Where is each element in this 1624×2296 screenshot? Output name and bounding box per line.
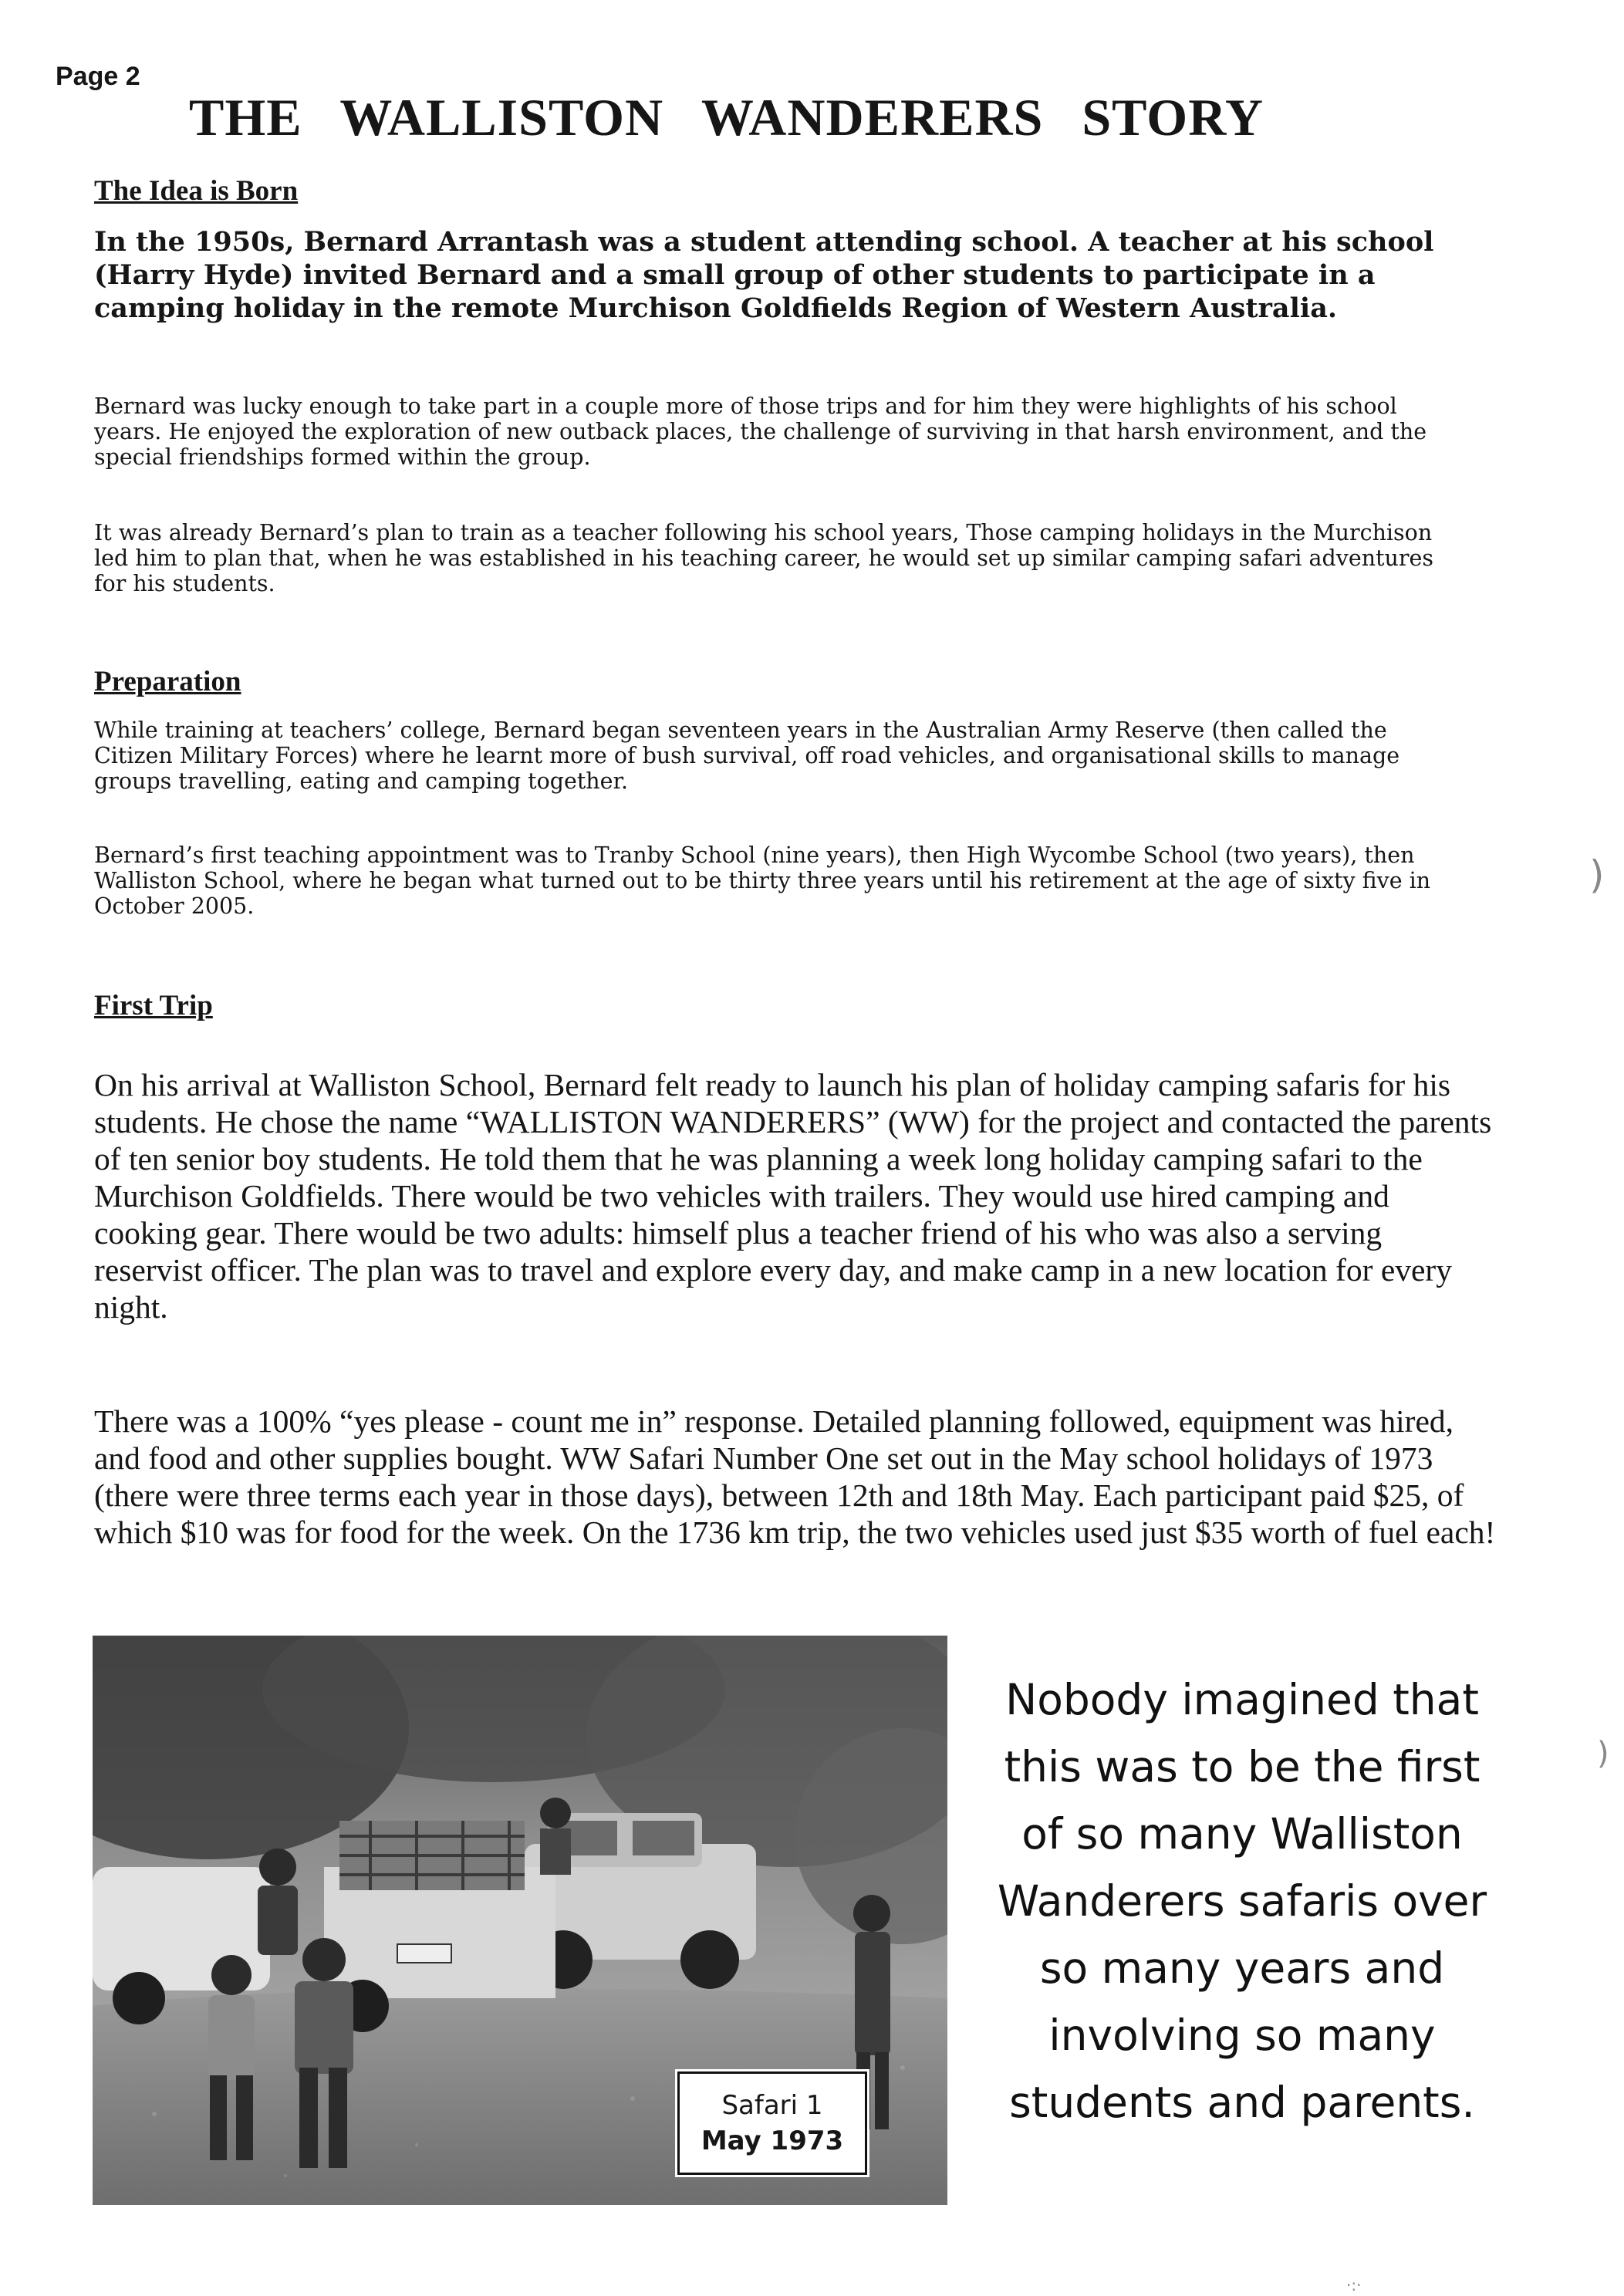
- page-number: Page 2: [56, 62, 140, 91]
- page-title: THE WALLISTON WANDERERS STORY: [189, 88, 1264, 147]
- quote-block: [941, 1666, 1543, 2136]
- heading-idea-is-born: The Idea is Born: [94, 175, 299, 207]
- paragraph-idea-highlights: Bernard was lucky enough to take part in a couple more of those trips and for him they were highlights of his school years. He enjoyed the exploration of new outback places, the challenge of surviving in that harsh environment, and the special friendships formed within the group.: [94, 393, 1427, 470]
- scan-artifact: ): [1597, 1736, 1609, 1771]
- paragraph-idea-plan: It was already Bernard’s plan to train as a teacher following his school years, Those camping holidays in the Murchison led him to plan that, when he was established in his teaching career, he would set up similar camping safari adventures for his students.: [94, 520, 1433, 596]
- paragraph-first-trip-details: There was a 100% “yes please - count me in” response. Detailed planning followed, equipment was hired, and food and other supplies bought. WW Safari Number One set out in the May school holidays of 1973 (there were three terms each year in those days), between 12th and 18th May. Each participant paid $25, of which $10 was for food for the week. On the 1736 km trip, the two vehicles used just $35 worth of fuel each!: [94, 1403, 1496, 1550]
- quote-line: this was to be the first: [1004, 1742, 1481, 1791]
- quote-line: Nobody imagined that: [1005, 1675, 1479, 1724]
- quote-line: Wanderers safaris over: [997, 1876, 1487, 1926]
- quote-line: of so many Walliston: [1021, 1809, 1463, 1859]
- quote-line: involving so many: [1048, 2011, 1436, 2060]
- paragraph-first-trip-plan: On his arrival at Walliston School, Bernard felt ready to launch his plan of holiday camping safaris for his students. He chose the name “WALLISTON WANDERERS” (WW) for the project and contacted the parents of ten senior boy students. He told them that he was planning a week long holiday camping safari to the Murchison Goldfields. There would be two vehicles with trailers. They would use hired camping and cooking gear. There would be two adults: himself plus a teacher friend of his who was also a serving reservist officer. The plan was to travel and explore every day, and make camp in a new location for every night.: [94, 1067, 1492, 1325]
- quote-line: students and parents.: [1009, 2078, 1475, 2127]
- paragraph-preparation-career: Bernard’s first teaching appointment was to Tranby School (nine years), then High Wycombe School (two years), then Walliston School, where he began what turned out to be thirty three years until his retirement at the age of sixty five in October 2005.: [94, 842, 1431, 919]
- scan-artifact: ·:·: [1346, 2276, 1362, 2294]
- caption-line-1: Safari 1: [721, 2090, 823, 2121]
- quote-line: so many years and: [1039, 1943, 1445, 1993]
- photo-caption: [677, 2071, 867, 2175]
- paragraph-idea-intro: In the 1950s, Bernard Arrantash was a student attending school. A teacher at his school (Harry Hyde) invited Bernard and a small group of other students to participate in a camping holiday in the remote Murchison Goldfields Region of Western Australia.: [94, 226, 1434, 324]
- paragraph-preparation-army: While training at teachers’ college, Bernard began seventeen years in the Australian Army Reserve (then called the Citizen Military Forces) where he learnt more of bush survival, off road vehicles, and organisational skills to manage groups travelling, eating and camping together.: [94, 718, 1400, 794]
- heading-first-trip: First Trip: [94, 990, 213, 1021]
- caption-line-2: May 1973: [701, 2125, 844, 2156]
- heading-preparation: Preparation: [94, 666, 241, 697]
- scan-artifact: ): [1589, 853, 1605, 897]
